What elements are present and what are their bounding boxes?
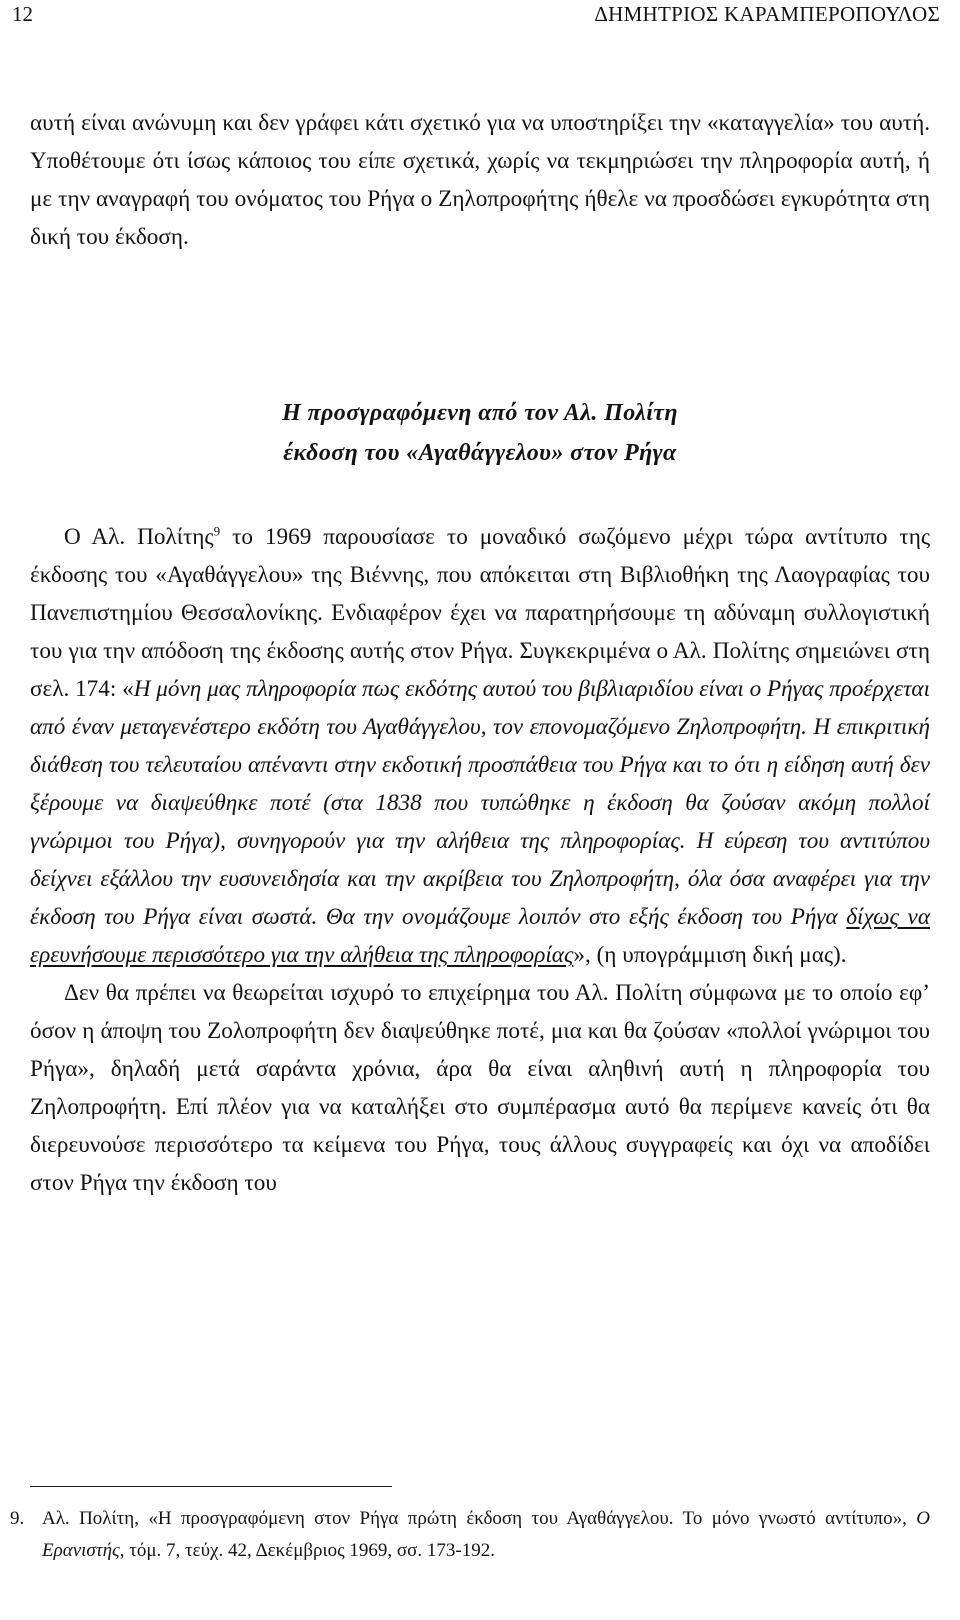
footnotes [10, 1503, 930, 1567]
intro-paragraph-block [30, 104, 930, 256]
running-title: ΔΗΜΗΤΡΙΟΣ ΚΑΡΑΜΠΕΡΟΠΟΥΛΟΣ [594, 2, 940, 26]
paragraph-text: το 1969 παρουσίασε το μοναδικό σωζόμενο μέχρι τώρα αντίτυπο της έκδοσης του «Αγαθάγγελου» της Βιέννης, που απόκειται στη Βιβλιοθήκη της Λαογραφίας του Πανεπιστημίου Θεσσαλονίκης. Ενδιαφέρον έχει να παρατηρήσουμε τη αδύναμη συλλογιστική του για την απόδοση της έκδοσης αυτής στον Ρήγα. Συγκεκριμένα ο Αλ. Πολίτης σημειώνει στη σελ. 174: « [30, 524, 930, 702]
intro-paragraph: αυτή είναι ανώνυμη και δεν γράφει κάτι σχετικό για να υποστηρίξει την «καταγγελία» του αυτή. Υποθέτουμε ότι ίσως κάποιος του είπε σχετικά, χωρίς να τεκμηριώσει την πληροφορία αυτή, ή με την αναγραφή του ονόματος του Ρήγα ο Ζηλοπροφήτης ήθελε να προσδώσει εγκυρότητα στη δική του έκδοση. [30, 110, 930, 250]
section-heading [0, 393, 960, 473]
footnote-text-after: , τόμ. 7, τεύχ. 42, Δεκέμβριος 1969, σσ. 173-192. [119, 1540, 495, 1561]
politis-quote: Η μόνη μας πληροφορία πως εκδότης αυτού του βιβλιαριδίου είναι ο Ρήγας προέρχεται από έναν μεταγενέστερο εκδότη του Αγαθάγγελου, τον επονομαζόμενο Ζηλοπροφήτη. Η επικριτική διάθεση του τελευταίου απέναντι στην εκδοτική προσπάθεια του Ρήγα και το ότι η είδηση αυτή δεν ξέρουμε να διαψεύθηκε ποτέ (στα 1838 που τυπώθηκε η έκδοση θα ζούσαν ακόμη πολλοί γνώριμοι του Ρήγα), συνηγορούν για την αλήθεια της πληροφορίας. Η εύρεση του αντιτύπου δείχνει εξάλλου την ευσυνειδησία και την ακρίβεια του Ζηλοπροφήτη, όλα όσα αναφέρει για την έκδοση του Ρήγα είναι σωστά. Θα την ονομάζουμε λοιπόν στο εξής έκδοση του Ρήγα [30, 676, 931, 930]
section-heading-line-1: Η προσγραφόμενη από τον Αλ. Πολίτη [282, 400, 678, 426]
paragraph-tail: », (η υπογράμμιση δική μας). [573, 942, 847, 968]
page-number: 12 [12, 2, 33, 26]
footnote-reference[interactable]: 9 [213, 523, 221, 539]
footnote-number: 9. [10, 1508, 25, 1529]
page-header [12, 0, 940, 24]
footnote-divider [30, 1486, 392, 1487]
politis-quote-underlined: δίχως να ερευνήσουμε περισσότερο για την αλήθεια της πληροφορίας [30, 904, 930, 968]
footnote-journal: Ο Ερανιστής [42, 1508, 930, 1561]
main-text-block [30, 518, 930, 1202]
footnote-9 [10, 1503, 930, 1567]
paragraph-argument: Δεν θα πρέπει να θεωρείται ισχυρό το επιχείρημα του Αλ. Πολίτη σύμφωνα με το οποίο εφ’ όσον η άποψη του Ζολοπροφήτη δεν διαψεύθηκε ποτέ, μια και θα ζούσαν «πολλοί γνώριμοι του Ρήγα», δηλαδή μετά σαράντα χρόνια, άρα θα είναι αληθινή αυτή η πληροφορία του Ζηλοπροφήτη. Επί πλέον για να καταλήξει στο συμπέρασμα αυτό θα περίμενε κανείς ότι θα διερευνούσε περισσότερο τα κείμενα του Ρήγα, τους άλλους συγγραφείς και όχι να αποδίδει στον Ρήγα την έκδοση του [30, 980, 930, 1196]
paragraph-lead: Ο Αλ. Πολίτης [64, 524, 214, 550]
section-heading-line-2: έκδοση του «Αγαθάγγελου» στον Ρήγα [283, 440, 677, 466]
paragraph-politis [30, 518, 930, 974]
footnote-text-before: Αλ. Πολίτη, «Η προσγραφόμενη στον Ρήγα πρώτη έκδοση του Αγαθάγγελου. Το μόνο γνωστό αντίτυπο», [42, 1508, 917, 1529]
